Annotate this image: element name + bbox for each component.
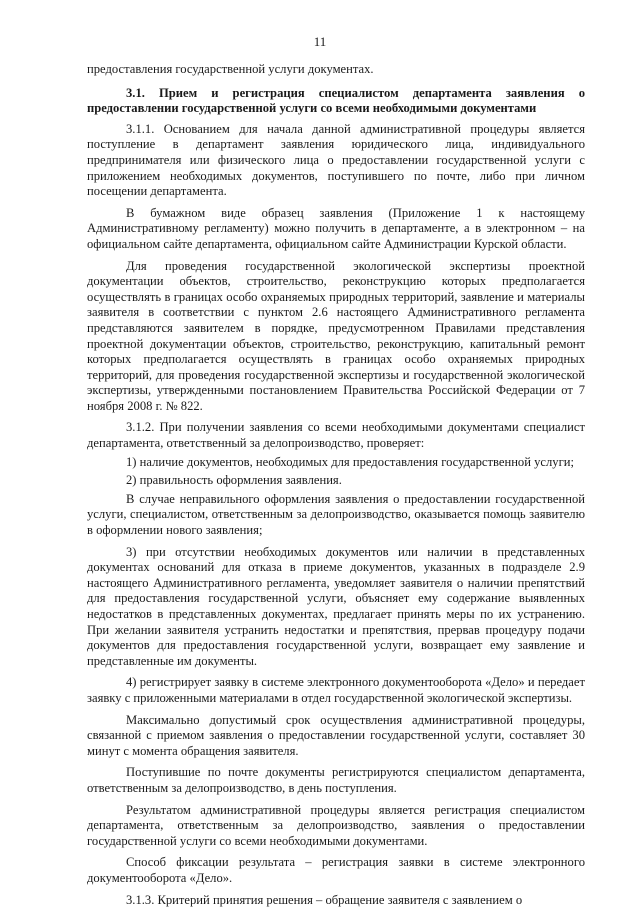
- paragraph-mail-registration: Поступившие по почте документы регистрируются специалистом департамента, ответственным за делопроизводство, в день поступления.: [87, 765, 585, 795]
- document-body: [87, 62, 585, 914]
- list-item-3: 3) при отсутствии необходимых документов или наличии в представленных документах оснований для отказа в приеме документов, указанных в подразделе 2.9 настоящего Административного регламента, уведомляет заявителя о наличии препятствий для предоставления государственной услуги, объясняет ему содержание выявленных недостатков в представленных документах, предлагает принять меры по их устранению. При желании заявителя устранить недостатки и препятствия, прервав процедуру подачи документов для предоставления государственной услуги, возвращает ему заявление и представленные им документы.: [87, 544, 585, 668]
- paragraph-3-1-2: 3.1.2. При получении заявления со всеми необходимыми документами специалист департамента, ответственный за делопроизводство, проверяет:: [87, 420, 585, 451]
- paragraph-incorrect-form: В случае неправильного оформления заявления о предоставлении государственной услуги, специалистом, ответственным за делопроизводство, оказывается помощь заявителю в оформлении нового заявления;: [87, 491, 585, 538]
- section-heading-3-1: 3.1. Прием и регистрация специалистом департамента заявления о предоставлении государственной услуги со всеми необходимыми документами: [87, 85, 585, 116]
- paragraph-ecological-expertise: Для проведения государственной экологической экспертизы проектной документации объектов, строительство, реконструкцию которых предполагается осуществлять в границах особо охраняемых природных территорий, заявление и материалы заявителя в соответствии с пунктом 2.6 настоящего Административного регламента представляются заявителем в порядке, предусмотренном Правилами представления проектной документации объектов, строительство, реконструкцию, капитальный ремонт которых предполагается осуществлять в границах особо охраняемых природных территорий, для проведения государственной экспертизы и государственной экологической экспертизы, утвержденными постановлением Правительства Российской Федерации от 7 ноября 2008 г. № 822.: [87, 258, 585, 413]
- paragraph-max-time: Максимально допустимый срок осуществления административной процедуры, связанной с приемом заявления о предоставлении государственной услуги, составляет 30 минут с момента обращения заявителя.: [87, 712, 585, 758]
- list-item-1: 1) наличие документов, необходимых для предоставления государственной услуги;: [126, 454, 574, 469]
- paragraph-fixation: Способ фиксации результата – регистрация заявки в системе электронного документооборота «Дело».: [87, 855, 585, 885]
- paragraph-3-1-1: 3.1.1. Основанием для начала данной административной процедуры является поступление в департамент заявления юридического лица, индивидуального предпринимателя или физического лица о предоставлении государственной услуги с приложением необходимых документов, поступившего по почте, либо при личном посещении департамента.: [87, 121, 585, 199]
- list-item-2: 2) правильность оформления заявления.: [126, 473, 342, 488]
- paragraph-3-1-3: 3.1.3. Критерий принятия решения – обращение заявителя с заявлением о: [126, 892, 523, 907]
- paragraph-sample-form: В бумажном виде образец заявления (Приложение 1 к настоящему Административному регламенту) можно получить в департаменте, а в электронном – на официальном сайте департамента, официальном сайте Администрации Курской области.: [87, 205, 585, 251]
- list-item-4: 4) регистрирует заявку в системе электронного документооборота «Дело» и передает заявку с приложенными материалами в отдел государственной экологической экспертизы.: [87, 675, 585, 705]
- paragraph-continuation: предоставления государственной услуги документах.: [87, 62, 374, 76]
- page-number: 11: [313, 34, 327, 49]
- paragraph-result: Результатом административной процедуры является регистрация специалистом департамента, ответственным за делопроизводство, заявления о предоставлении государственной услуги со всеми необходимыми документами.: [87, 802, 585, 848]
